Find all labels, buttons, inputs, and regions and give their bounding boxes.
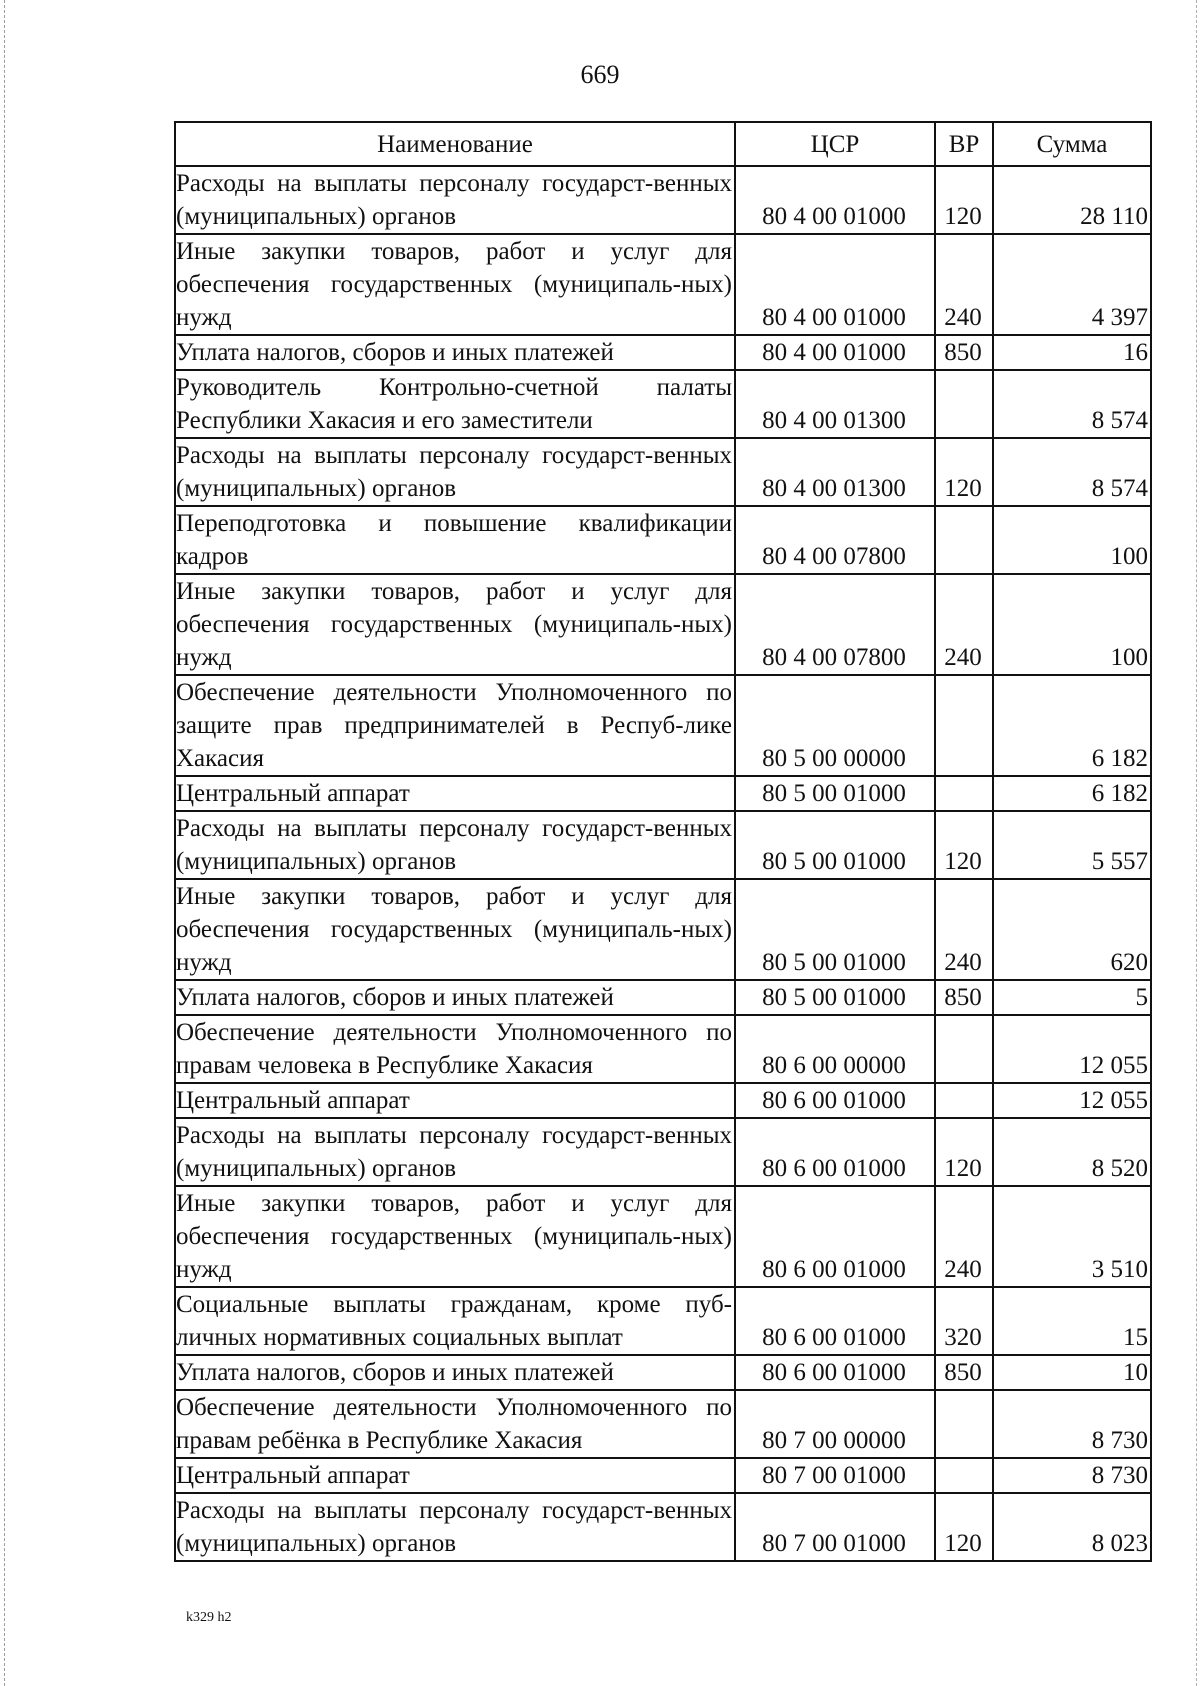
row-name-cell: Обеспечение деятельности Уполномоченного по правам человека в Республике Хакасия (175, 1015, 735, 1083)
row-sum-cell: 6 182 (993, 675, 1151, 776)
row-csr-cell: 80 5 00 01000 (735, 776, 935, 811)
row-vr-cell (935, 776, 993, 811)
table-row (175, 234, 1151, 335)
row-name-cell: Иные закупки товаров, работ и услуг для обеспечения государственных (муниципаль-ных) нужд (175, 234, 735, 335)
row-sum-cell: 100 (993, 574, 1151, 675)
row-vr-cell (935, 1458, 993, 1493)
table-row (175, 980, 1151, 1015)
row-sum-cell: 8 574 (993, 370, 1151, 438)
row-vr-cell: 120 (935, 1493, 993, 1561)
row-sum-cell: 16 (993, 335, 1151, 370)
row-vr-cell: 850 (935, 335, 993, 370)
row-vr-cell: 240 (935, 234, 993, 335)
header-sum: Сумма (993, 122, 1151, 166)
row-sum-cell: 8 730 (993, 1390, 1151, 1458)
table-row (175, 1493, 1151, 1561)
row-name-cell: Обеспечение деятельности Уполномоченного по правам ребёнка в Республике Хакасия (175, 1390, 735, 1458)
row-name-cell: Социальные выплаты гражданам, кроме пуб-личных нормативных социальных выплат (175, 1287, 735, 1355)
row-vr-cell: 120 (935, 1118, 993, 1186)
row-vr-cell (935, 1083, 993, 1118)
footer-code: k329 h2 (186, 1610, 232, 1625)
table-row (175, 1118, 1151, 1186)
table-row (175, 879, 1151, 980)
row-csr-cell: 80 4 00 07800 (735, 506, 935, 574)
row-csr-cell: 80 4 00 01300 (735, 438, 935, 506)
page-number: 669 (580, 60, 620, 89)
header-csr: ЦСР (735, 122, 935, 166)
header-vr: ВР (935, 122, 993, 166)
row-vr-cell (935, 370, 993, 438)
table-row (175, 166, 1151, 234)
row-csr-cell: 80 4 00 01000 (735, 234, 935, 335)
row-name-cell: Руководитель Контрольно-счетной палаты Республики Хакасия и его заместители (175, 370, 735, 438)
row-csr-cell: 80 5 00 01000 (735, 811, 935, 879)
row-name-cell: Иные закупки товаров, работ и услуг для обеспечения государственных (муниципаль-ных) нужд (175, 1186, 735, 1287)
row-csr-cell: 80 5 00 00000 (735, 675, 935, 776)
row-vr-cell: 850 (935, 1355, 993, 1390)
row-csr-cell: 80 7 00 00000 (735, 1390, 935, 1458)
table-header-row (175, 122, 1151, 166)
row-csr-cell: 80 7 00 01000 (735, 1458, 935, 1493)
row-name-cell: Центральный аппарат (175, 1458, 735, 1493)
row-vr-cell (935, 675, 993, 776)
row-sum-cell: 15 (993, 1287, 1151, 1355)
row-csr-cell: 80 6 00 01000 (735, 1355, 935, 1390)
table-row (175, 1015, 1151, 1083)
page-edge-left (4, 0, 5, 1686)
row-name-cell: Уплата налогов, сборов и иных платежей (175, 1355, 735, 1390)
row-sum-cell: 28 110 (993, 166, 1151, 234)
row-sum-cell: 10 (993, 1355, 1151, 1390)
row-vr-cell (935, 506, 993, 574)
row-sum-cell: 100 (993, 506, 1151, 574)
row-sum-cell: 12 055 (993, 1083, 1151, 1118)
row-name-cell: Расходы на выплаты персоналу государст-венных (муниципальных) органов (175, 1118, 735, 1186)
row-vr-cell: 120 (935, 811, 993, 879)
row-csr-cell: 80 4 00 01000 (735, 335, 935, 370)
row-vr-cell (935, 1015, 993, 1083)
row-sum-cell: 3 510 (993, 1186, 1151, 1287)
table-row (175, 506, 1151, 574)
row-vr-cell: 240 (935, 574, 993, 675)
row-sum-cell: 6 182 (993, 776, 1151, 811)
table-row (175, 1355, 1151, 1390)
page-edge-right (1196, 0, 1197, 1686)
row-csr-cell: 80 6 00 01000 (735, 1186, 935, 1287)
row-sum-cell: 8 520 (993, 1118, 1151, 1186)
row-vr-cell: 240 (935, 879, 993, 980)
row-name-cell: Иные закупки товаров, работ и услуг для обеспечения государственных (муниципаль-ных) нужд (175, 879, 735, 980)
row-name-cell: Центральный аппарат (175, 1083, 735, 1118)
row-sum-cell: 8 023 (993, 1493, 1151, 1561)
row-vr-cell: 240 (935, 1186, 993, 1287)
row-name-cell: Расходы на выплаты персоналу государст-венных (муниципальных) органов (175, 438, 735, 506)
row-sum-cell: 5 557 (993, 811, 1151, 879)
row-csr-cell: 80 6 00 01000 (735, 1083, 935, 1118)
row-vr-cell: 850 (935, 980, 993, 1015)
row-sum-cell: 5 (993, 980, 1151, 1015)
row-name-cell: Расходы на выплаты персоналу государст-венных (муниципальных) органов (175, 1493, 735, 1561)
row-sum-cell: 4 397 (993, 234, 1151, 335)
table-row (175, 1083, 1151, 1118)
table-row (175, 1390, 1151, 1458)
row-name-cell: Переподготовка и повышение квалификации кадров (175, 506, 735, 574)
row-vr-cell: 120 (935, 166, 993, 234)
row-csr-cell: 80 4 00 07800 (735, 574, 935, 675)
row-vr-cell: 120 (935, 438, 993, 506)
table-row (175, 811, 1151, 879)
table-row (175, 1186, 1151, 1287)
table-row (175, 1287, 1151, 1355)
row-name-cell: Центральный аппарат (175, 776, 735, 811)
table-row (175, 335, 1151, 370)
row-sum-cell: 12 055 (993, 1015, 1151, 1083)
row-csr-cell: 80 6 00 00000 (735, 1015, 935, 1083)
row-name-cell: Расходы на выплаты персоналу государст-венных (муниципальных) органов (175, 166, 735, 234)
row-csr-cell: 80 6 00 01000 (735, 1118, 935, 1186)
row-vr-cell: 320 (935, 1287, 993, 1355)
row-sum-cell: 8 574 (993, 438, 1151, 506)
row-sum-cell: 620 (993, 879, 1151, 980)
row-csr-cell: 80 6 00 01000 (735, 1287, 935, 1355)
row-name-cell: Иные закупки товаров, работ и услуг для обеспечения государственных (муниципаль-ных) нужд (175, 574, 735, 675)
header-name: Наименование (175, 122, 735, 166)
row-name-cell: Уплата налогов, сборов и иных платежей (175, 980, 735, 1015)
row-csr-cell: 80 4 00 01000 (735, 166, 935, 234)
row-csr-cell: 80 7 00 01000 (735, 1493, 935, 1561)
table-row (175, 675, 1151, 776)
row-name-cell: Уплата налогов, сборов и иных платежей (175, 335, 735, 370)
row-name-cell: Обеспечение деятельности Уполномоченного по защите прав предпринимателей в Респуб-лике Хакасия (175, 675, 735, 776)
table-row (175, 438, 1151, 506)
row-csr-cell: 80 5 00 01000 (735, 879, 935, 980)
row-vr-cell (935, 1390, 993, 1458)
row-csr-cell: 80 5 00 01000 (735, 980, 935, 1015)
table-row (175, 1458, 1151, 1493)
table-body (175, 166, 1151, 1561)
row-name-cell: Расходы на выплаты персоналу государст-венных (муниципальных) органов (175, 811, 735, 879)
table-row (175, 370, 1151, 438)
table-row (175, 574, 1151, 675)
row-csr-cell: 80 4 00 01300 (735, 370, 935, 438)
table-row (175, 776, 1151, 811)
row-sum-cell: 8 730 (993, 1458, 1151, 1493)
budget-table (174, 121, 1152, 1562)
